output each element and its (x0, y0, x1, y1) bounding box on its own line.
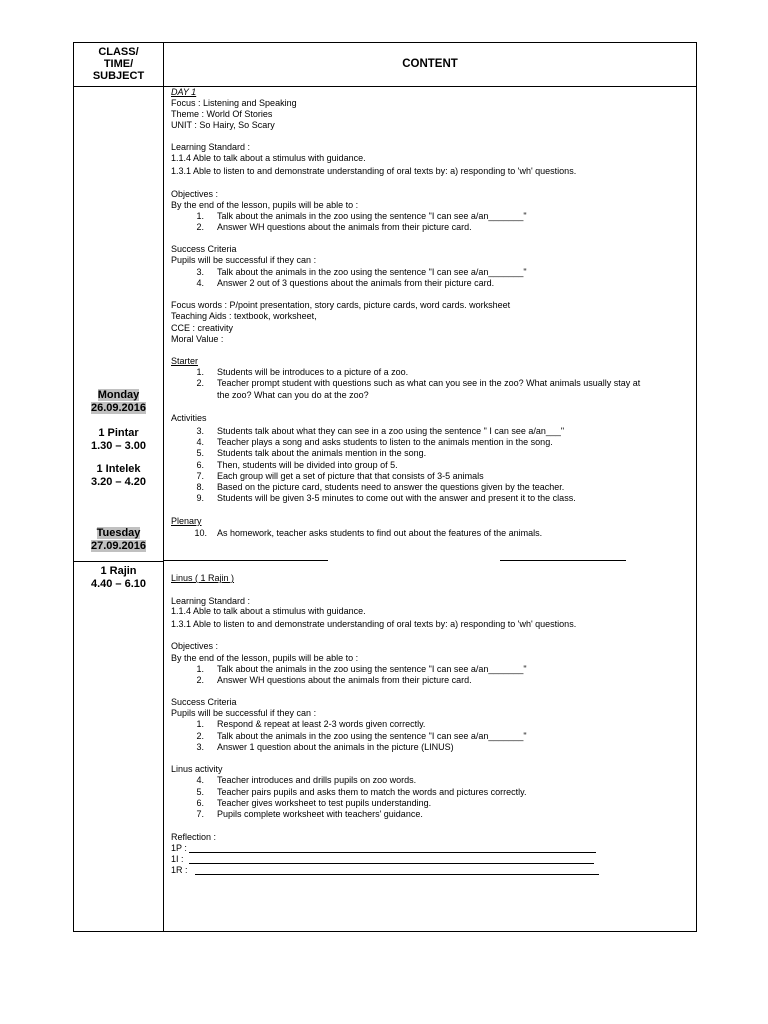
day1-activity-text: Then, students will be divided into group of 5. (217, 460, 398, 470)
reflection-1i-line (189, 863, 594, 864)
day1-activity-text: Students talk about what they can see in a zoo using the sentence " I can see a/an___" (217, 426, 565, 436)
linus-activity-num: 6. (196, 798, 204, 808)
day1-sc-num: 4. (196, 278, 204, 288)
time-1-rajin: 4.40 – 6.10 (90, 578, 147, 590)
linus-ls1: 1.1.4 Able to talk about a stimulus with guidance. (171, 606, 366, 616)
day1-activity-num: 3. (196, 426, 204, 436)
day1-sc-num: 3. (196, 267, 204, 277)
day1-activity-text: Each group will get a set of picture that that consists of 3-5 animals (217, 471, 484, 481)
day-tuesday: Tuesday (96, 527, 141, 539)
linus-sc-num: 2. (196, 731, 204, 741)
reflection-1i: 1I : (171, 854, 184, 864)
day1-moral-value: Moral Value : (171, 334, 224, 344)
day1-sc-heading: Success Criteria (171, 244, 237, 254)
linus-activity-num: 5. (196, 787, 204, 797)
class-1-intelek: 1 Intelek (96, 463, 141, 475)
linus-obj-text: Answer WH questions about the animals from their picture card. (217, 675, 472, 685)
linus-sc-heading: Success Criteria (171, 697, 237, 707)
reflection-heading: Reflection : (171, 832, 217, 842)
day1-teaching-aids: Teaching Aids : textbook, worksheet, (171, 311, 317, 321)
day1-obj-num: 1. (196, 211, 204, 221)
day1-activity-text: Students talk about the animals mention in the song. (217, 448, 427, 458)
day1-activity-num: 6. (196, 460, 204, 470)
day1-focus-words: Focus words : P/point presentation, story cards, picture cards, word cards. worksheet (171, 300, 511, 310)
row-divider (73, 561, 164, 562)
reflection-1p: 1P : (171, 843, 187, 853)
linus-activity-text: Teacher pairs pupils and asks them to match the words and pictures correctly. (217, 787, 527, 797)
day1-ls-heading: Learning Standard : (171, 142, 251, 152)
linus-sc-num: 1. (196, 719, 204, 729)
reflection-1r: 1R : (171, 865, 188, 875)
linus-obj-num: 1. (196, 664, 204, 674)
header-line-class: CLASS/ (98, 46, 139, 58)
linus-obj-num: 2. (196, 675, 204, 685)
linus-activity-num: 4. (196, 775, 204, 785)
header-line-time: TIME/ (103, 58, 134, 70)
linus-obj-intro: By the end of the lesson, pupils will be able to : (171, 653, 359, 663)
header-divider (73, 86, 697, 87)
day1-activity-num: 5. (196, 448, 204, 458)
separator-line (164, 560, 328, 561)
linus-sc-text: Answer 1 question about the animals in the picture (LINUS) (217, 742, 454, 752)
day1-ls2: 1.3.1 Able to listen to and demonstrate understanding of oral texts by: a) responding to 'wh' questions. (171, 166, 577, 176)
linus-activity-text: Teacher gives worksheet to test pupils understanding. (217, 798, 432, 808)
day1-starter-num: 2. (196, 378, 204, 388)
date-monday: 26.09.2016 (90, 402, 147, 414)
day1-theme: Theme : World Of Stories (171, 109, 273, 119)
header-line-subject: SUBJECT (92, 70, 145, 82)
day1-starter-num: 1. (196, 367, 204, 377)
linus-obj-heading: Objectives : (171, 641, 219, 651)
linus-sc-intro: Pupils will be successful if they can : (171, 708, 317, 718)
linus-activity-text: Teacher introduces and drills pupils on zoo words. (217, 775, 417, 785)
day1-obj-num: 2. (196, 222, 204, 232)
linus-sc-num: 3. (196, 742, 204, 752)
day1-activity-num: 4. (196, 437, 204, 447)
linus-sc-text: Talk about the animals in the zoo using the sentence "I can see a/an_______" (217, 731, 527, 741)
linus-title: Linus ( 1 Rajin ) (171, 573, 235, 583)
time-1-intelek: 3.20 – 4.20 (90, 476, 147, 488)
linus-ls2: 1.3.1 Able to listen to and demonstrate understanding of oral texts by: a) responding to 'wh' questions. (171, 619, 577, 629)
column-divider (163, 42, 164, 932)
day1-title: DAY 1 (171, 87, 197, 97)
header-content: CONTENT (402, 58, 458, 70)
day1-sc-intro: Pupils will be successful if they can : (171, 255, 317, 265)
day1-activity-num: 9. (196, 493, 204, 503)
day1-focus: Focus : Listening and Speaking (171, 98, 297, 108)
day1-activities-heading: Activities (171, 413, 207, 423)
day-monday: Monday (97, 389, 140, 401)
day1-starter-cont: the zoo? What can you do at the zoo? (217, 390, 369, 400)
time-1-pintar: 1.30 – 3.00 (90, 440, 147, 452)
separator-line (500, 560, 626, 561)
day1-activity-num: 7. (196, 471, 204, 481)
reflection-1p-line (189, 852, 596, 853)
day1-obj-text: Talk about the animals in the zoo using the sentence "I can see a/an_______" (217, 211, 527, 221)
day1-starter-heading: Starter (171, 356, 199, 366)
day1-activity-num: 8. (196, 482, 204, 492)
header-class-time-subject (74, 46, 163, 82)
day1-unit: UNIT : So Hairy, So Scary (171, 120, 275, 130)
day1-activity-text: Based on the picture card, students need to answer the questions given by the teacher. (217, 482, 565, 492)
day1-cce: CCE : creativity (171, 323, 234, 333)
day1-plenary-text: As homework, teacher asks students to find out about the features of the animals. (217, 528, 543, 538)
class-1-pintar: 1 Pintar (98, 427, 139, 439)
day1-sc-text: Answer 2 out of 3 questions about the animals from their picture card. (217, 278, 495, 288)
day1-sc-text: Talk about the animals in the zoo using the sentence "I can see a/an_______" (217, 267, 527, 277)
date-tuesday: 27.09.2016 (90, 540, 147, 552)
linus-sc-text: Respond & repeat at least 2-3 words given correctly. (217, 719, 426, 729)
linus-obj-text: Talk about the animals in the zoo using the sentence "I can see a/an_______" (217, 664, 527, 674)
linus-activity-text: Pupils complete worksheet with teachers' guidance. (217, 809, 423, 819)
day1-starter-text: Students will be introduces to a picture of a zoo. (217, 367, 409, 377)
day1-obj-intro: By the end of the lesson, pupils will be able to : (171, 200, 359, 210)
day1-activity-text: Teacher plays a song and asks students to listen to the animals mention in the song. (217, 437, 553, 447)
reflection-1r-line (195, 874, 599, 875)
day1-plenary-num: 10. (194, 528, 207, 538)
day1-activity-text: Students will be given 3-5 minutes to come out with the answer and present it to the class. (217, 493, 576, 503)
linus-activity-num: 7. (196, 809, 204, 819)
day1-starter-text: Teacher prompt student with questions such as what can you see in the zoo? What animals usually stay at (217, 378, 641, 388)
day1-ls1: 1.1.4 Able to talk about a stimulus with guidance. (171, 153, 366, 163)
day1-obj-text: Answer WH questions about the animals from their picture card. (217, 222, 472, 232)
class-1-rajin: 1 Rajin (100, 565, 137, 577)
linus-ls-heading: Learning Standard : (171, 596, 251, 606)
linus-activity-heading: Linus activity (171, 764, 223, 774)
day1-plenary-heading: Plenary (171, 516, 202, 526)
day1-obj-heading: Objectives : (171, 189, 219, 199)
